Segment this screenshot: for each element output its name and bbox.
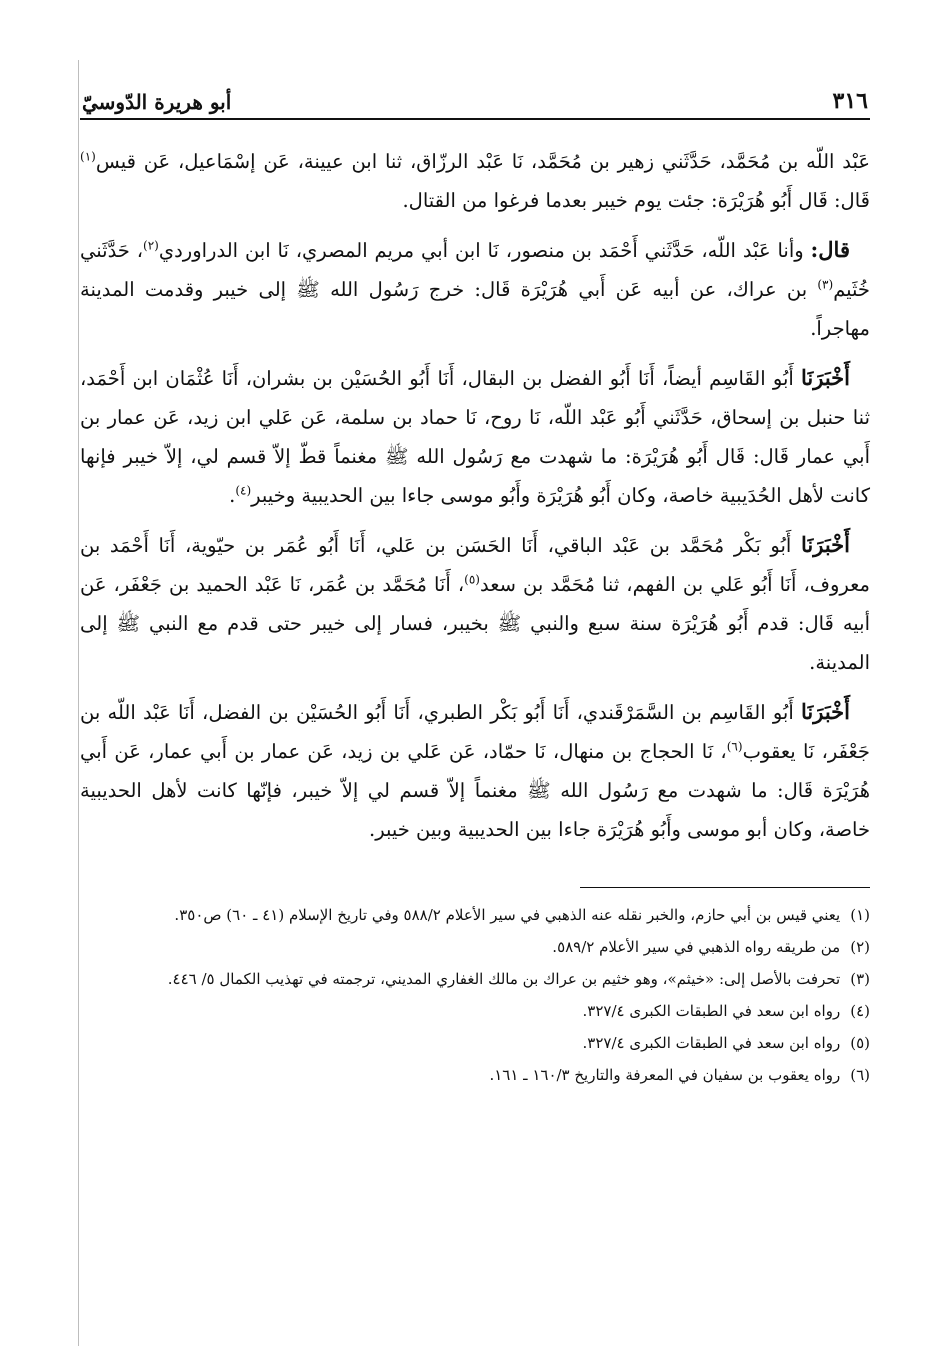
footnote-ref: (٢): [143, 238, 159, 253]
footnote-2: [80, 934, 870, 960]
scan-margin-line: [78, 60, 79, 1346]
paragraph-3: أَخْبَرَنَا أَبُو القَاسِم أيضاً، أَنَا أَبُو الفضل بن البقال، أَنَا أَبُو الحُسَيْن بن بشران، أَنَا عُثْمَان ابن أَحْمَد، ثنا حنبل بن إسحاق، حَدَّثَني أَبُو عَبْد اللّه، نَا روح، نَا حماد بن سلمة، عَن عَلي ابن زيد، عَن عمار بن أَبي عمار قَال: قَال أَبُو هُرَيْرَة: ما شهدت مع رَسُول الله ﷺ مغنماً قطّ إلاّ قسم لي، إلاّ خيبر فإنها كانت لأهل الحُدَيبية خاصة، وكان أَبُو هُرَيْرَة وأَبُو موسى جاءا بين الحديبية وخيبر$^{(٤)}$.: [80, 365, 870, 507]
footnote-1: [80, 902, 870, 928]
footnote-text: من طريقه رواه الذهبي في سير الأعلام ٥٨٩/٢.: [552, 938, 841, 956]
footnote-text: رواه ابن سعد في الطبقات الكبرى ٣٢٧/٤.: [582, 1034, 841, 1052]
paragraph-4: أَخْبَرَنَا أَبُو بَكْر مُحَمَّد بن عَبْد الباقي، أَنَا الحَسَن بن عَلي، أَنَا أَبُو عُمَر بن حيّوية، أَنَا أَحْمَد بن معروف، أَنَا أَبُو عَلي بن الفهم، ثنا مُحَمَّد بن سعد$^{(٥)}$، أَنَا مُحَمَّد بن عُمَر، نَا عَبْد الحميد بن جَعْفَر، عَن أبيه قَال: قدم أَبُو هُرَيْرَة سنة سبع والنبي ﷺ بخيبر، فسار إلى خيبر حتى قدم مع النبي ﷺ إلى المدينة.: [80, 532, 870, 674]
footnote-5: [80, 1030, 870, 1056]
main-text: [80, 142, 870, 849]
paragraph-5: أَخْبَرَنَا أَبُو القَاسِم بن السَّمَرْقَندي، أَنَا أَبُو بَكْر الطبري، أَنَا أَبُو الحُسَيْن بن الفضل، أَنَا عَبْد اللّه بن جَعْفَر، نَا يعقوب$^{(٦)}$، نَا الحجاج بن منهال، نَا حمّاد، عَن عَلي بن زيد، عَن عمار بن أَبي عمار، عَن أَبي هُرَيْرَة قَال: ما شهدت مع رَسُول الله ﷺ مغنماً إلاّ قسم لي إلاّ خيبر، فإنّها كانت لأهل الحديبية خاصة، وكان أبو موسى وأَبُو هُرَيْرَة جاءا بين الحديبية وبين خيبر.: [80, 699, 870, 841]
footnotes: [80, 902, 870, 1088]
paragraph-2: قال: وأنا عَبْد اللّه، حَدَّثَني أَحْمَد بن منصور، نَا ابن أبي مريم المصري، نَا ابن الدراوردي$^{(٢)}$، حَدَّثَني خُثَيم$^{(٣)}$ بن عراك، عن أبيه عَن أَبي هُرَيْرَة قَال: خرج رَسُول الله ﷺ إلى خيبر وقدمت المدينة مهاجراً.: [80, 237, 870, 340]
footnote-number: (٢): [850, 938, 870, 956]
footnote-ref: (٤): [235, 483, 252, 498]
footnote-ref: (٦): [726, 739, 743, 754]
footnote-4: [80, 998, 870, 1024]
paragraph-lead: أَخْبَرَنَا: [801, 699, 850, 724]
footnote-number: (٥): [850, 1034, 870, 1052]
paragraph-lead: أَخْبَرَنَا: [801, 365, 850, 390]
footnote-number: (١): [850, 906, 870, 924]
footnote-text: تحرفت بالأصل إلى: «خيثم»، وهو خثيم بن عراك بن مالك الغفاري المديني، ترجمته في تهذيب الكمال ٥/ ٤٤٦.: [167, 970, 841, 988]
book-page: [80, 80, 870, 1094]
footnote-number: (٦): [850, 1066, 870, 1084]
footnote-ref: (٣): [817, 277, 834, 292]
paragraph-1: عَبْد اللّه بن مُحَمَّد، حَدَّثَني زهير بن مُحَمَّد، نَا عَبْد الرزّاق، ثنا ابن عيينة، عَن إسْمَاعيل، عَن قيس$^{(١)}$ قَال: قَال أَبُو هُرَيْرَة: جئت يوم خيبر بعدما فرغوا من القتال.: [80, 149, 870, 212]
page-header: [80, 80, 870, 120]
footnote-6: [80, 1062, 870, 1088]
paragraph-lead: قال:: [810, 237, 850, 262]
footnote-3: [80, 966, 870, 992]
footnote-ref: (١): [80, 149, 96, 164]
footnote-number: (٣): [850, 970, 870, 988]
footnote-number: (٤): [850, 1002, 870, 1020]
page-number: ٣١٦: [832, 88, 868, 114]
footnote-text: رواه يعقوب بن سفيان في المعرفة والتاريخ ١٦٠/٣ ـ ١٦١.: [489, 1066, 841, 1084]
footnote-separator: [580, 887, 870, 888]
footnote-text: رواه ابن سعد في الطبقات الكبرى ٣٢٧/٤.: [582, 1002, 841, 1020]
running-title: أبو هريرة الدّوسيّ: [82, 90, 232, 114]
footnote-text: يعني قيس بن أبي حازم، والخبر نقله عنه الذهبي في سير الأعلام ٥٨٨/٢ وفي تاريخ الإسلام (٤١ ـ ٦٠) ص٣٥٠.: [174, 906, 841, 924]
footnote-ref: (٥): [464, 572, 480, 587]
paragraph-lead: أَخْبَرَنَا: [801, 532, 850, 557]
